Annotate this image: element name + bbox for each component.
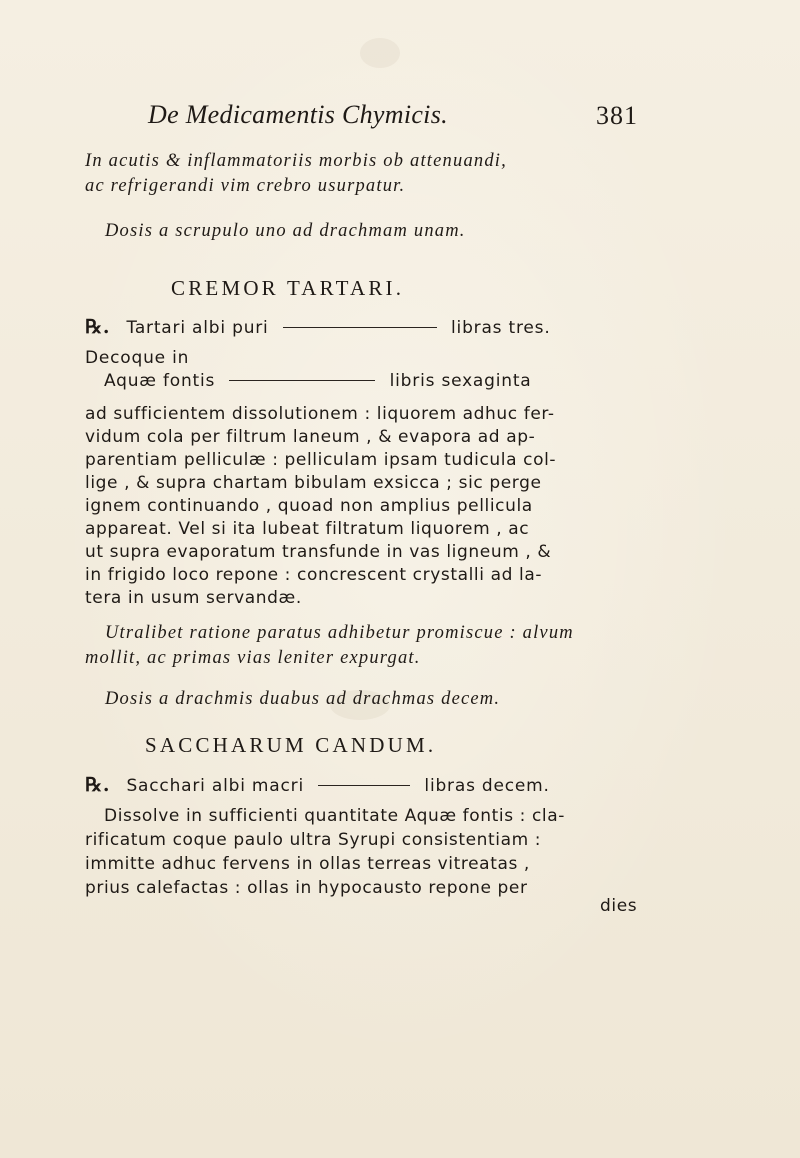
dash-rule <box>283 327 437 328</box>
body-line: tera in usum servandæ. <box>85 588 302 608</box>
body-line: immitte adhuc fervens in ollas terreas vitreatas , <box>85 854 530 874</box>
body-line: prius calefactas : ollas in hypocausto repone per <box>85 878 528 898</box>
ingredient-amount: libras tres. <box>451 318 551 338</box>
running-head <box>148 100 638 136</box>
body-line: vidum cola per filtrum laneum , & evapora ad ap- <box>85 427 536 447</box>
ingredient-name: Tartari albi puri <box>126 318 269 338</box>
recipe-symbol: ℞. <box>85 316 111 338</box>
usage-line: Utralibet ratione paratus adhibetur promiscue : alvum <box>105 623 574 643</box>
body-line: ignem continuando , quoad non amplius pellicula <box>85 496 533 516</box>
catchword: dies <box>600 896 638 916</box>
body-line: lige , & supra chartam bibulam exsicca ; sic perge <box>85 473 542 493</box>
body-line: ad sufficientem dissolutionem : liquorem adhuc fer- <box>85 404 555 424</box>
body-line: in frigido loco repone : concrescent crystalli ad la- <box>85 565 543 585</box>
ingredient-name: Sacchari albi macri <box>126 776 304 796</box>
intro-line: ac refrigerandi vim crebro usurpatur. <box>85 176 406 196</box>
intro-line: In acutis & inflammatoriis morbis ob attenuandi, <box>85 151 507 171</box>
body-line: ut supra evaporatum transfunde in vas ligneum , & <box>85 542 552 562</box>
decoque-line: Decoque in <box>85 348 190 368</box>
section-title-cremor: CREMOR TARTARI. <box>171 276 405 300</box>
body-line: appareat. Vel si ita lubeat filtratum liquorem , ac <box>85 519 530 539</box>
ingredient-amount: libris sexaginta <box>389 371 532 391</box>
recipe-symbol: ℞. <box>85 774 111 796</box>
body-line: rificatum coque paulo ultra Syrupi consistentiam : <box>85 830 542 850</box>
usage-line: mollit, ac primas vias leniter expurgat. <box>85 648 421 668</box>
cremor-dose: Dosis a drachmis duabus ad drachmas decem. <box>105 689 501 709</box>
ingredient-name: Aquæ fontis <box>104 371 216 391</box>
intro-dose: Dosis a scrupulo uno ad drachmam unam. <box>105 221 466 241</box>
running-title: De Medicamentis Chymicis. <box>148 100 448 129</box>
paper-stain <box>360 38 400 68</box>
body-line: parentiam pelliculæ : pelliculam ipsam tudicula col- <box>85 450 557 470</box>
recipe-line-tartari <box>85 316 551 338</box>
body-line: Dissolve in sufficienti quantitate Aquæ fontis : cla- <box>104 806 566 826</box>
recipe-line-aquae <box>104 371 532 391</box>
ingredient-amount: libras decem. <box>424 776 550 796</box>
page-number: 381 <box>596 101 638 130</box>
section-title-saccharum: SACCHARUM CANDUM. <box>145 733 437 757</box>
dash-rule <box>229 380 375 381</box>
dash-rule <box>318 785 410 786</box>
recipe-line-sacchari <box>85 774 550 796</box>
